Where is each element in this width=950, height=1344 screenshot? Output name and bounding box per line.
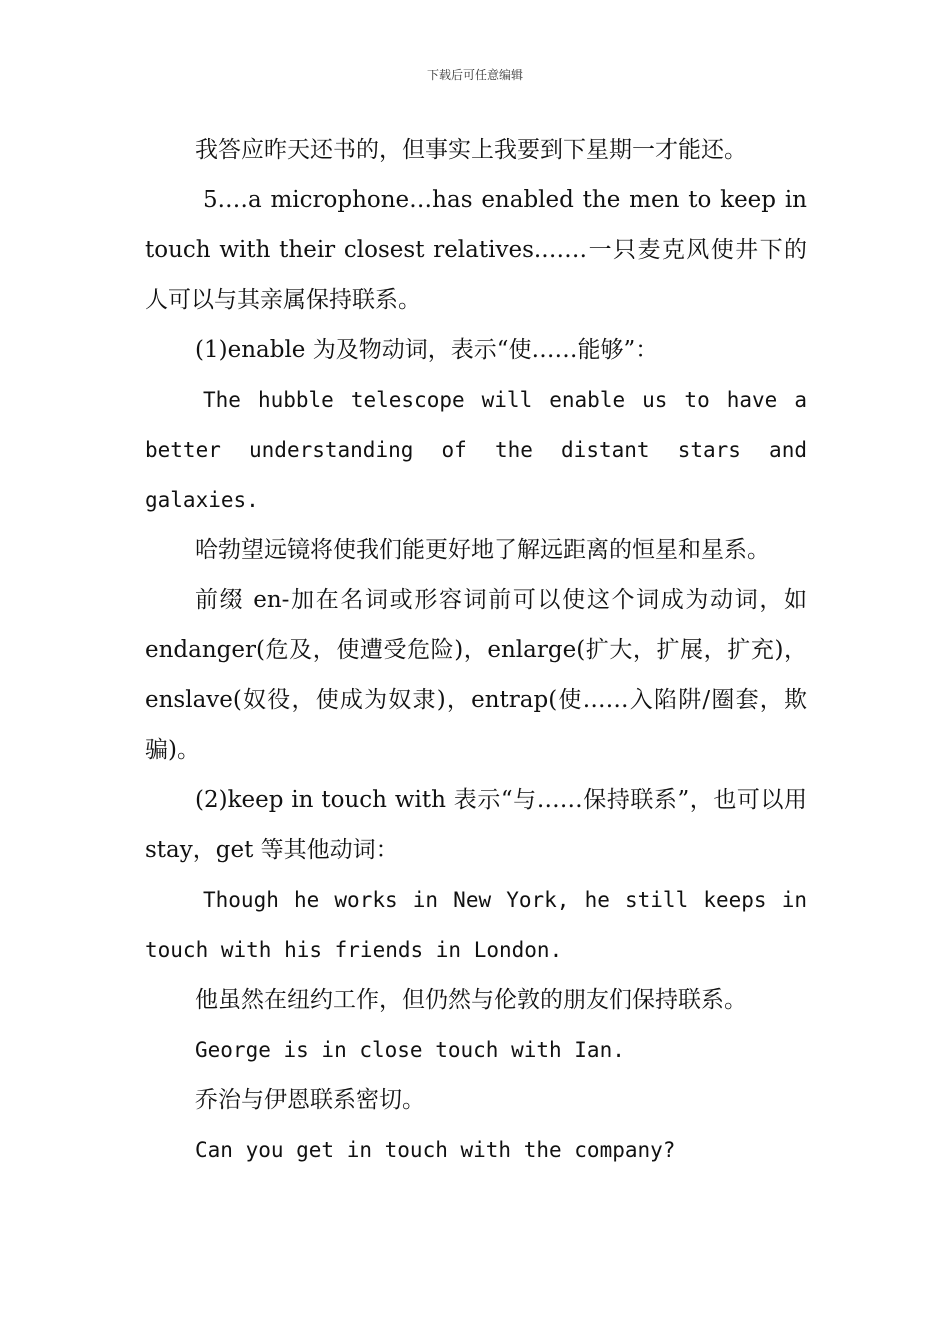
paragraph-george-example: George is in close touch with Ian.: [195, 1038, 625, 1062]
paragraph-en-prefix: 前缀 en-加在名词或形容词前可以使这个词成为动词，如 endanger(危及，使遭受危险)，enlarge(扩大，扩展，扩充)，enslave(奴役，使成为奴隶)，entrap(使……入陷阱/圈套，欺骗)。: [145, 587, 807, 763]
paragraph-hubble-translation: 哈勃望远镜将使我们能更好地了解远距离的恒星和星系。: [195, 537, 770, 563]
paragraph-example-5: 5.…a microphone…has enabled the men to keep in touch with their closest relatives.……一只麦克风使井下的人可以与其亲属保持联系。: [145, 187, 807, 313]
paragraph-hubble-example: The hubble telescope will enable us to have a better understanding of the distant stars and galaxies.: [145, 388, 807, 512]
paragraph-new-york-translation: 他虽然在纽约工作，但仍然与伦敦的朋友们保持联系。: [195, 987, 747, 1013]
page-header: 下载后可任意编辑: [426, 68, 523, 82]
paragraph-company-example: Can you get in touch with the company?: [195, 1138, 676, 1162]
document-body: [145, 125, 807, 1175]
paragraph-new-york-example: Though he works in New York, he still keeps in touch with his friends in London.: [145, 888, 807, 962]
paragraph-enable-rule: (1)enable 为及物动词，表示“使……能够”：: [195, 337, 659, 363]
paragraph-keep-in-touch-rule: (2)keep in touch with 表示“与……保持联系”，也可以用 stay，get 等其他动词：: [145, 787, 807, 863]
paragraph-george-translation: 乔治与伊恩联系密切。: [195, 1087, 425, 1113]
paragraph-translation-1: 我答应昨天还书的，但事实上我要到下星期一才能还。: [195, 137, 747, 163]
